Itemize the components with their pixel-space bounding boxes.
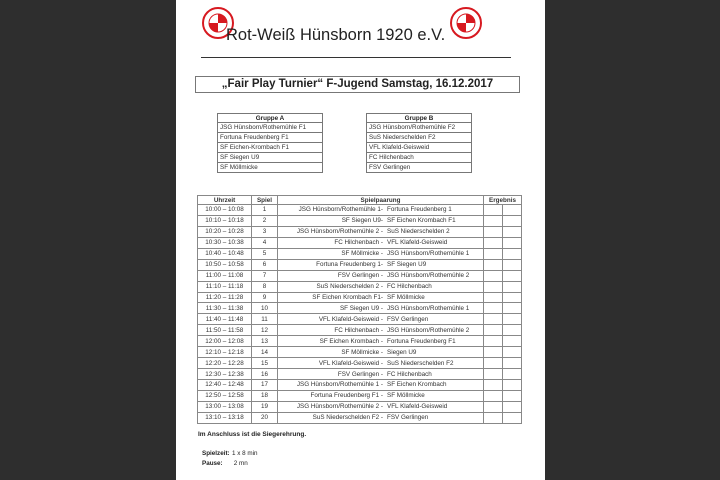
table-row <box>198 412 522 423</box>
game-cell: 15 <box>252 358 278 369</box>
pairing-cell <box>278 205 484 216</box>
table-row <box>198 369 522 380</box>
result-away-cell <box>503 358 522 369</box>
group-name: Gruppe A <box>218 114 323 123</box>
club-name: Rot-Weiß Hünsborn 1920 e.V. <box>226 26 446 44</box>
result-away-cell <box>503 237 522 248</box>
home-team: SF Möllmicke - <box>341 250 383 258</box>
result-home-cell <box>484 325 503 336</box>
home-team: VFL Klafeld-Geisweid - <box>318 315 383 323</box>
away-team: JSG Hünsborn/Rothemühle 1 <box>387 304 470 312</box>
pairing-cell <box>278 226 484 237</box>
table-row <box>198 336 522 347</box>
game-cell: 19 <box>252 401 278 412</box>
playtime-value: 1 x 8 min <box>232 450 258 457</box>
result-away-cell <box>503 270 522 281</box>
result-home-cell <box>484 314 503 325</box>
home-team: SF Siegen U9 - <box>339 304 383 312</box>
time-cell: 12:20 – 12:28 <box>198 358 252 369</box>
result-home-cell <box>484 390 503 401</box>
pairing-cell <box>278 303 484 314</box>
header-game: Spiel <box>252 196 278 205</box>
result-away-cell <box>503 259 522 270</box>
result-away-cell <box>503 303 522 314</box>
away-team: SuS Niederschelden F2 <box>387 359 454 367</box>
home-team: SF Siegen U9- <box>341 217 383 225</box>
pairing-cell <box>278 314 484 325</box>
home-team: SF Möllmicke - <box>341 348 383 356</box>
time-cell: 11:50 – 11:58 <box>198 325 252 336</box>
header-divider <box>201 57 511 58</box>
result-home-cell <box>484 259 503 270</box>
pairing-cell <box>278 358 484 369</box>
away-team: SuS Niederschelden 2 <box>387 228 450 236</box>
game-cell: 8 <box>252 281 278 292</box>
game-cell: 13 <box>252 336 278 347</box>
pairing-cell <box>278 281 484 292</box>
group-a-table <box>217 113 323 173</box>
game-cell: 5 <box>252 248 278 259</box>
result-home-cell <box>484 401 503 412</box>
time-cell: 10:40 – 10:48 <box>198 248 252 259</box>
team: SF Siegen U9 <box>218 153 323 163</box>
away-team: FSV Gerlingen <box>387 414 429 422</box>
result-home-cell <box>484 215 503 226</box>
table-row <box>198 314 522 325</box>
pairing-cell <box>278 248 484 259</box>
pairing-cell <box>278 325 484 336</box>
time-cell: 10:00 – 10:08 <box>198 205 252 216</box>
pairing-cell <box>278 390 484 401</box>
away-team: SF Möllmicke <box>387 293 425 301</box>
table-row <box>198 303 522 314</box>
table-row <box>198 237 522 248</box>
pairing-cell <box>278 336 484 347</box>
playtime-label: Spielzeit: <box>202 450 230 457</box>
team: JSG Hünsborn/Rothemühle F1 <box>218 123 323 133</box>
result-away-cell <box>503 380 522 391</box>
result-away-cell <box>503 281 522 292</box>
game-cell: 12 <box>252 325 278 336</box>
home-team: FC Hilchenbach - <box>334 326 383 334</box>
table-row <box>198 226 522 237</box>
game-cell: 10 <box>252 303 278 314</box>
home-team: SuS Niederschelden 2 - <box>316 283 383 291</box>
away-team: Fortuna Freudenberg F1 <box>387 337 456 345</box>
result-home-cell <box>484 270 503 281</box>
time-cell: 12:30 – 12:38 <box>198 369 252 380</box>
result-away-cell <box>503 325 522 336</box>
away-team: VFL Klafeld-Geisweid <box>387 239 448 247</box>
away-team: FSV Gerlingen <box>387 315 429 323</box>
home-team: VFL Klafeld-Geisweid - <box>318 359 383 367</box>
time-cell: 11:10 – 11:18 <box>198 281 252 292</box>
game-cell: 2 <box>252 215 278 226</box>
game-cell: 7 <box>252 270 278 281</box>
game-cell: 6 <box>252 259 278 270</box>
result-away-cell <box>503 248 522 259</box>
team: Fortuna Freudenberg F1 <box>218 133 323 143</box>
away-team: SF Eichen Krombach F1 <box>387 217 456 225</box>
home-team: FSV Gerlingen - <box>337 272 383 280</box>
table-row <box>198 380 522 391</box>
table-row <box>198 347 522 358</box>
header-result: Ergebnis <box>484 196 522 205</box>
home-team: JSG Hünsborn/Rothemühle 1 - <box>296 381 383 389</box>
pairing-cell <box>278 380 484 391</box>
result-home-cell <box>484 226 503 237</box>
pairing-cell <box>278 369 484 380</box>
game-cell: 11 <box>252 314 278 325</box>
team: FSV Gerlingen <box>367 163 472 173</box>
result-away-cell <box>503 336 522 347</box>
team: SF Eichen-Krombach F1 <box>218 143 323 153</box>
home-team: SF Eichen Krombach F1- <box>312 293 383 301</box>
result-home-cell <box>484 358 503 369</box>
away-team: JSG Hünsborn/Rothemühle 2 <box>387 272 470 280</box>
away-team: JSG Hünsborn/Rothemühle 1 <box>387 250 470 258</box>
table-row <box>198 281 522 292</box>
table-row <box>198 270 522 281</box>
team: SF Möllmicke <box>218 163 323 173</box>
away-team: FC Hilchenbach <box>387 283 432 291</box>
time-cell: 12:00 – 12:08 <box>198 336 252 347</box>
pairing-cell <box>278 347 484 358</box>
header-time: Uhrzeit <box>198 196 252 205</box>
time-cell: 11:00 – 11:08 <box>198 270 252 281</box>
tournament-title: „Fair Play Turnier“ F-Jugend Samstag, 16.12.2017 <box>195 76 520 93</box>
game-cell: 1 <box>252 205 278 216</box>
game-cell: 20 <box>252 412 278 423</box>
away-team: VFL Klafeld-Geisweid <box>387 403 448 411</box>
result-home-cell <box>484 336 503 347</box>
pairing-cell <box>278 412 484 423</box>
schedule-table <box>197 195 522 424</box>
home-team: Fortuna Freudenberg 1- <box>316 261 383 269</box>
time-cell: 11:20 – 11:28 <box>198 292 252 303</box>
table-row <box>198 390 522 401</box>
away-team: SF Möllmicke <box>387 392 425 400</box>
result-home-cell <box>484 380 503 391</box>
group-b-table <box>366 113 472 173</box>
home-team: JSG Hünsborn/Rothemühle 1- <box>298 206 383 214</box>
result-away-cell <box>503 347 522 358</box>
result-home-cell <box>484 248 503 259</box>
home-team: JSG Hünsborn/Rothemühle 2 - <box>296 228 383 236</box>
result-home-cell <box>484 347 503 358</box>
playtime-line <box>202 450 258 457</box>
table-row <box>198 205 522 216</box>
time-cell: 11:30 – 11:38 <box>198 303 252 314</box>
team: VFL Klafeld-Geisweid <box>367 143 472 153</box>
result-away-cell <box>503 314 522 325</box>
pairing-cell <box>278 292 484 303</box>
closing-note: Im Anschluss ist die Siegerehrung. <box>198 431 307 438</box>
away-team: JSG Hünsborn/Rothemühle 2 <box>387 326 470 334</box>
result-home-cell <box>484 369 503 380</box>
result-away-cell <box>503 412 522 423</box>
game-cell: 14 <box>252 347 278 358</box>
away-team: SF Siegen U9 <box>387 261 427 269</box>
result-away-cell <box>503 226 522 237</box>
home-team: SF Eichen Krombach - <box>319 337 383 345</box>
time-cell: 13:00 – 13:08 <box>198 401 252 412</box>
result-home-cell <box>484 205 503 216</box>
table-row <box>198 358 522 369</box>
time-cell: 10:50 – 10:58 <box>198 259 252 270</box>
table-row <box>198 248 522 259</box>
home-team: FC Hilchenbach - <box>334 239 383 247</box>
time-cell: 10:30 – 10:38 <box>198 237 252 248</box>
pairing-cell <box>278 270 484 281</box>
time-cell: 11:40 – 11:48 <box>198 314 252 325</box>
group-name: Gruppe B <box>367 114 472 123</box>
pairing-cell <box>278 237 484 248</box>
result-home-cell <box>484 281 503 292</box>
game-cell: 4 <box>252 237 278 248</box>
result-away-cell <box>503 215 522 226</box>
document-page <box>176 0 545 480</box>
home-team: Fortuna Freudenberg F1 - <box>310 392 383 400</box>
time-cell: 12:10 – 12:18 <box>198 347 252 358</box>
game-cell: 3 <box>252 226 278 237</box>
away-team: FC Hilchenbach <box>387 370 432 378</box>
table-row <box>198 259 522 270</box>
club-logo-right <box>450 7 482 39</box>
time-cell: 12:50 – 12:58 <box>198 390 252 401</box>
pairing-cell <box>278 259 484 270</box>
home-team: FSV Gerlingen - <box>337 370 383 378</box>
game-cell: 17 <box>252 380 278 391</box>
time-cell: 10:10 – 10:18 <box>198 215 252 226</box>
pause-value: 2 mn <box>233 460 248 467</box>
time-cell: 13:10 – 13:18 <box>198 412 252 423</box>
time-cell: 12:40 – 12:48 <box>198 380 252 391</box>
team: SuS Niederschelden F2 <box>367 133 472 143</box>
away-team: SF Eichen Krombach <box>387 381 447 389</box>
result-away-cell <box>503 401 522 412</box>
game-cell: 16 <box>252 369 278 380</box>
pairing-cell <box>278 215 484 226</box>
pause-label: Pause: <box>202 460 223 467</box>
table-row <box>198 401 522 412</box>
result-home-cell <box>484 303 503 314</box>
home-team: SuS Niederschelden F2 - <box>312 414 383 422</box>
result-home-cell <box>484 237 503 248</box>
header-pairing: Spielpaarung <box>278 196 484 205</box>
game-cell: 9 <box>252 292 278 303</box>
game-cell: 18 <box>252 390 278 401</box>
table-row <box>198 292 522 303</box>
result-away-cell <box>503 369 522 380</box>
pause-line <box>202 460 248 467</box>
home-team: JSG Hünsborn/Rothemühle 2 - <box>296 403 383 411</box>
result-away-cell <box>503 292 522 303</box>
team: FC Hilchenbach <box>367 153 472 163</box>
away-team: Siegen U9 <box>387 348 417 356</box>
result-home-cell <box>484 292 503 303</box>
result-away-cell <box>503 205 522 216</box>
result-home-cell <box>484 412 503 423</box>
table-row <box>198 215 522 226</box>
away-team: Fortuna Freudenberg 1 <box>387 206 452 214</box>
time-cell: 10:20 – 10:28 <box>198 226 252 237</box>
result-away-cell <box>503 390 522 401</box>
table-row <box>198 325 522 336</box>
team: JSG Hünsborn/Rothemühle F2 <box>367 123 472 133</box>
pairing-cell <box>278 401 484 412</box>
